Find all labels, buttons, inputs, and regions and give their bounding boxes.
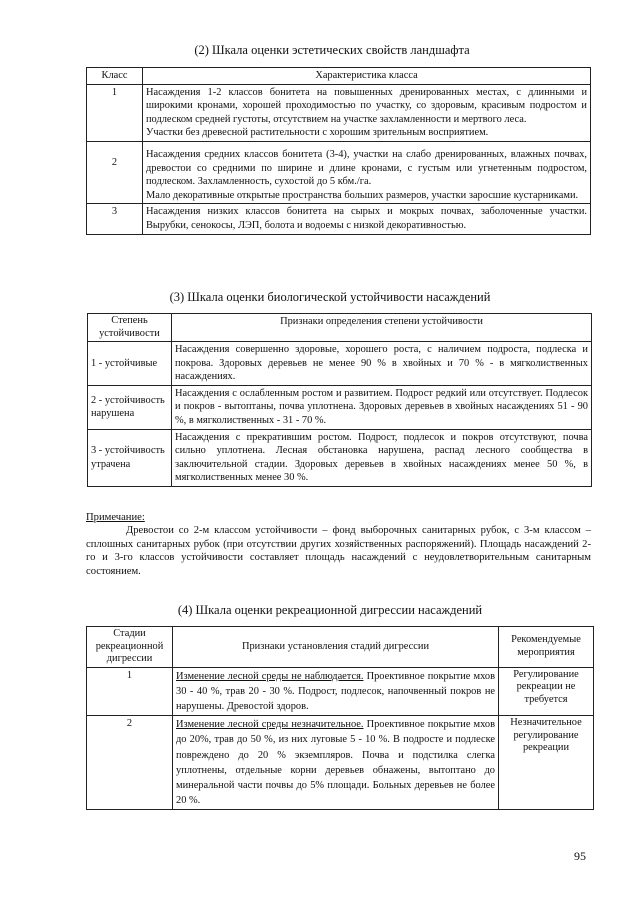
stage-description: Проективное покрытие мхов до 20%, трав до 50 %, из них луговые 5 - 10 %. В подросте и подлеске повреждено до 20 % экземпляров. Почва и подстилка слегка уплотнены, отдельные корни деревьев обнажены, вытоптано до минеральной части почвы до 5% площади. Больных деревьев не более 20 %. — [176, 719, 496, 807]
degree-cell: 3 - устойчивость утрачена — [88, 429, 172, 486]
table-row — [87, 141, 591, 203]
note-paragraph: Древостои со 2-м классом устойчивости – фонд выборочных санитарных рубок, с 3-м классом – сплошных санитарных рубок (при отсутствии других хозяйственных распоряжений). Площадь насаждений 2-го и 3-го классов устойчивости составляет площадь насаждений с неудовлетворительным санитарным состоянием. — [86, 525, 591, 577]
signs-cell: Насаждения с ослабленным ростом и развитием. Подрост редкий или отсутствует. Подлесок и покров - вытоптаны, почва уплотнена. Здоровых деревьев в хвойных насаждениях 51 - 90 %, в мягколиственных - 31 - 70 %. — [172, 385, 592, 429]
stage-lead-text: Изменение лесной среды не наблюдается. — [176, 670, 364, 682]
characteristic-cell — [143, 141, 591, 203]
degree-cell: 2 - устойчивость нарушена — [88, 385, 172, 429]
table-row — [88, 429, 592, 486]
aesthetic-scale-title: (2) Шкала оценки эстетических свойств ландшафта — [194, 43, 470, 57]
column-header-measures: Рекомендуемые мероприятия — [499, 627, 594, 668]
table-row — [88, 342, 592, 386]
measures-cell: Регулирование рекреации не требуется — [499, 667, 594, 716]
table-row — [87, 716, 594, 810]
stage-cell: 2 — [87, 716, 173, 810]
characteristic-text: Мало декоративные открытые пространства больших размеров, участки заросшие кустарниками. — [146, 189, 579, 201]
recreational-digression-table — [86, 626, 594, 810]
measures-cell: Незначительное регулирование рекреации — [499, 716, 594, 810]
recreational-digression-title: (4) Шкала оценки рекреационной дигрессии насаждений — [177, 603, 483, 617]
characteristic-text: Насаждения средних классов бонитета (3-4), участки на слабо дренированных, влажных почвах, древостои со средними по ширине и длине кронами, с густым или угнетенным подростом, подлеском. Захламленность, сухостой до 5 кбм./га. — [146, 148, 587, 188]
signs-cell: Насаждения совершенно здоровые, хорошего роста, с наличием подроста, подлеска и покрова. Здоровых деревьев не менее 90 % в хвойных и 70 % - в мягколиственных насаждениях. — [172, 342, 592, 386]
signs-cell: Насаждения с прекратившим ростом. Подрост, подлесок и покров отсутствуют, почва сильно уплотнена. Лесная обстановка нарушена, распад лесного сообщества в заключительной стадии. Здоровых деревьев в хвойных насаждениях менее 50 %, в мягколиственных менее 30 %. — [172, 429, 592, 486]
column-header-characteristic: Характеристика класса — [143, 68, 591, 85]
signs-cell — [173, 667, 499, 716]
stage-cell: 1 — [87, 667, 173, 716]
column-header-signs: Признаки установления стадий дигрессии — [173, 627, 499, 668]
column-header-stage: Стадии рекреационной дигрессии — [87, 627, 173, 668]
table-row — [87, 667, 594, 716]
column-header-degree: Степень устойчивости — [88, 314, 172, 342]
characteristic-text: Насаждения низких классов бонитета на сырых и мокрых почвах, заболоченные участки. Вырубки, сенокосы, ЛЭП, болота и водоемы с низкой декоративностью. — [146, 206, 587, 231]
column-header-signs: Признаки определения степени устойчивости — [172, 314, 592, 342]
characteristic-text: Насаждения 1-2 классов бонитета на повышенных дренированных местах, с длинными и широкими кронами, хорошей проходимостью по участку, со здоровым, красивым подростом и подлеском средней густоты, отсутствием на участке захламленности и мертвого леса. — [146, 86, 587, 125]
page-number: 95 — [574, 849, 586, 863]
stage-description: Проективное покрытие мхов 30 - 40 %, трав 20 - 30 %. Подрост, подлесок, напочвенный покров не нарушены. Древостой здоров. — [176, 670, 495, 712]
characteristic-text: Участки без древесной растительности с хорошим зрительным восприятием. — [146, 127, 489, 139]
table-header-row — [88, 314, 592, 342]
table-row — [88, 385, 592, 429]
class-cell: 2 — [87, 141, 143, 203]
note-heading: Примечание: — [86, 512, 145, 523]
characteristic-cell — [143, 204, 591, 234]
characteristic-cell — [143, 84, 591, 141]
class-cell: 3 — [87, 204, 143, 234]
stage-lead-text: Изменение лесной среды незначительное. — [176, 719, 364, 731]
aesthetic-scale-table — [86, 67, 591, 235]
table-header-row — [87, 627, 594, 668]
signs-cell — [173, 716, 499, 810]
column-header-class: Класс — [87, 68, 143, 85]
degree-cell: 1 - устойчивые — [88, 342, 172, 386]
stability-scale-title: (3) Шкала оценки биологической устойчивости насаждений — [169, 290, 491, 304]
stability-scale-table — [87, 313, 592, 487]
table-row — [87, 84, 591, 141]
class-cell: 1 — [87, 84, 143, 141]
table-header-row — [87, 68, 591, 85]
table-row — [87, 204, 591, 234]
